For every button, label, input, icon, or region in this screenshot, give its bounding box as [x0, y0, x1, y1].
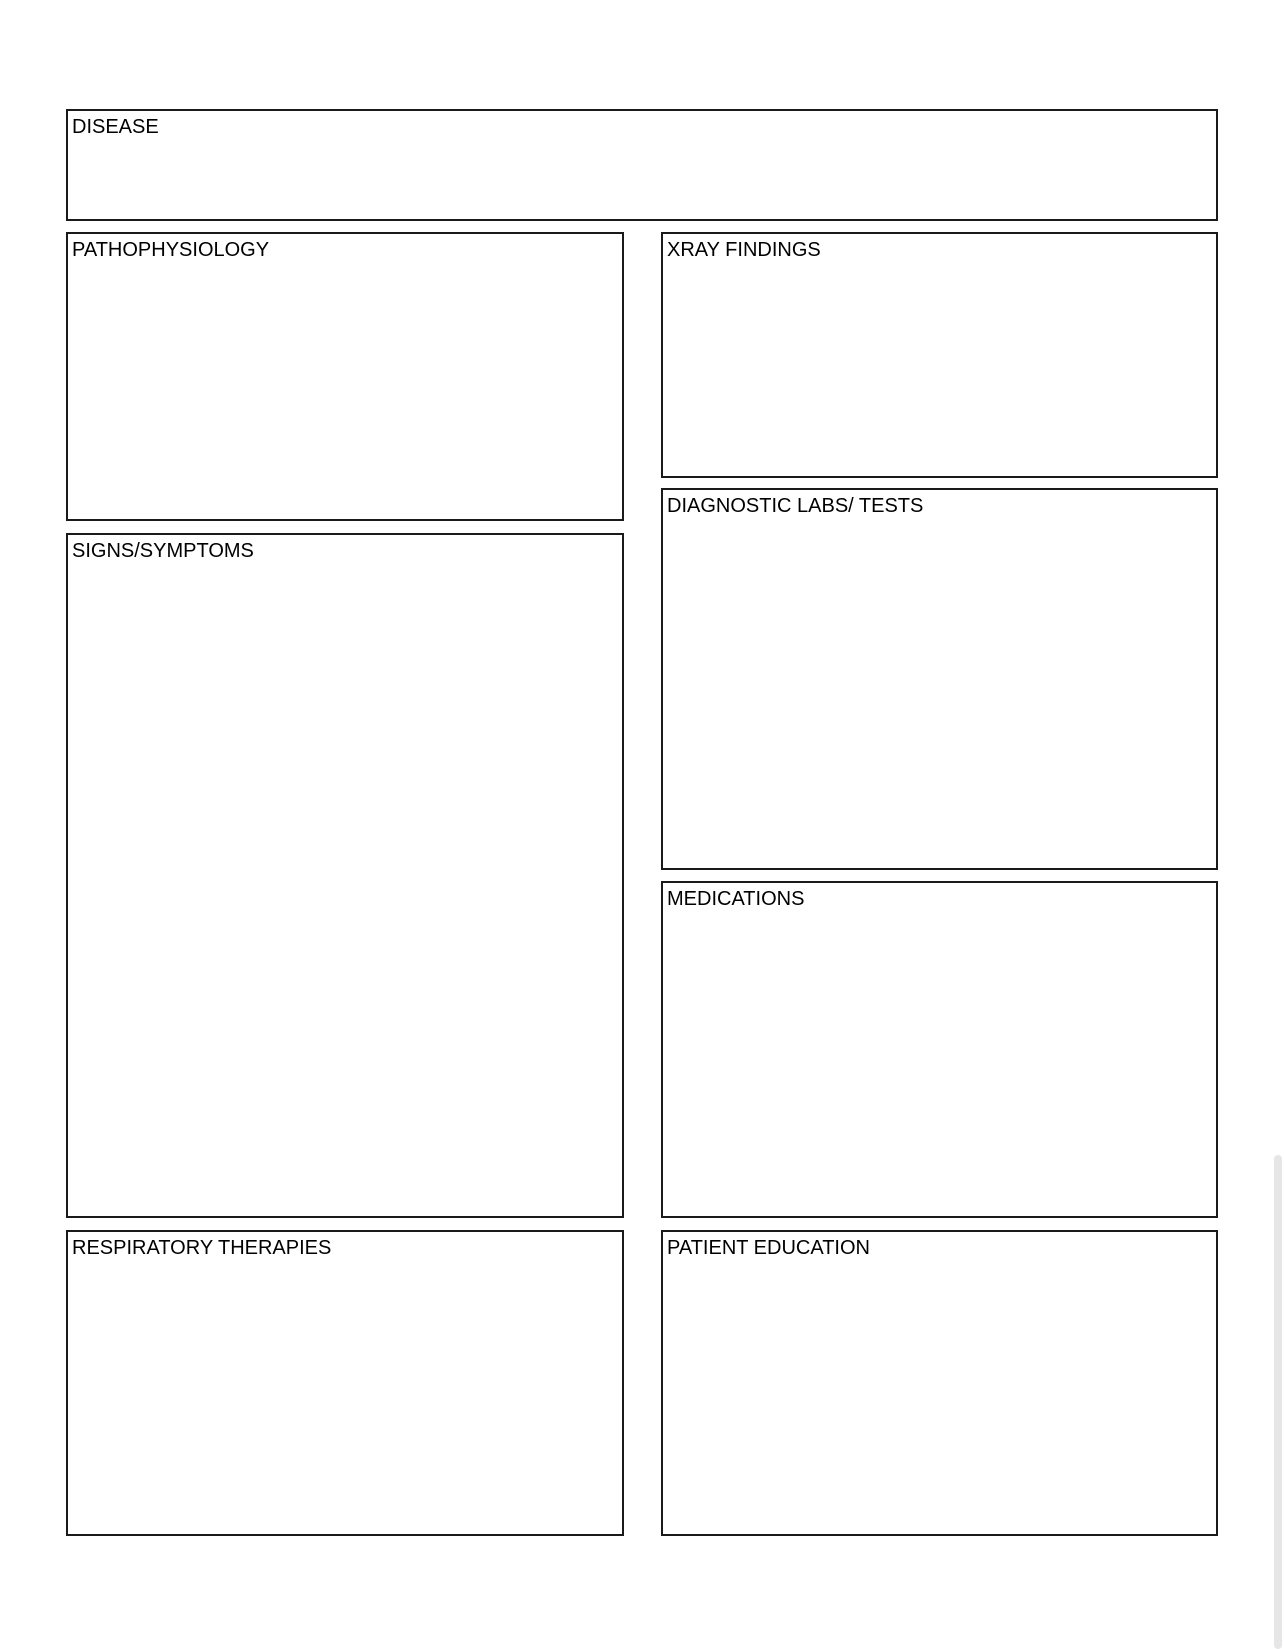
- xray-findings-box[interactable]: [661, 232, 1218, 478]
- patient-education-label: PATIENT EDUCATION: [667, 1237, 870, 1259]
- scrollbar-thumb[interactable]: [1274, 1155, 1282, 1649]
- vertical-scrollbar[interactable]: [1270, 1155, 1284, 1649]
- medications-label: MEDICATIONS: [667, 888, 805, 910]
- pathophysiology-box[interactable]: [66, 232, 624, 521]
- pathophysiology-label: PATHOPHYSIOLOGY: [72, 239, 270, 261]
- respiratory-therapies-label: RESPIRATORY THERAPIES: [72, 1237, 332, 1259]
- disease-box[interactable]: [66, 109, 1218, 221]
- signs-symptoms-box[interactable]: [66, 533, 624, 1218]
- disease-label: DISEASE: [72, 116, 159, 138]
- signs-symptoms-label: SIGNS/SYMPTOMS: [72, 540, 254, 562]
- diagnostic-labs-tests-box[interactable]: [661, 488, 1218, 870]
- respiratory-therapies-box[interactable]: [66, 1230, 624, 1536]
- medications-box[interactable]: [661, 881, 1218, 1218]
- xray-findings-label: XRAY FINDINGS: [667, 239, 821, 261]
- patient-education-box[interactable]: [661, 1230, 1218, 1536]
- diagnostic-labs-tests-label: DIAGNOSTIC LABS/ TESTS: [667, 495, 924, 517]
